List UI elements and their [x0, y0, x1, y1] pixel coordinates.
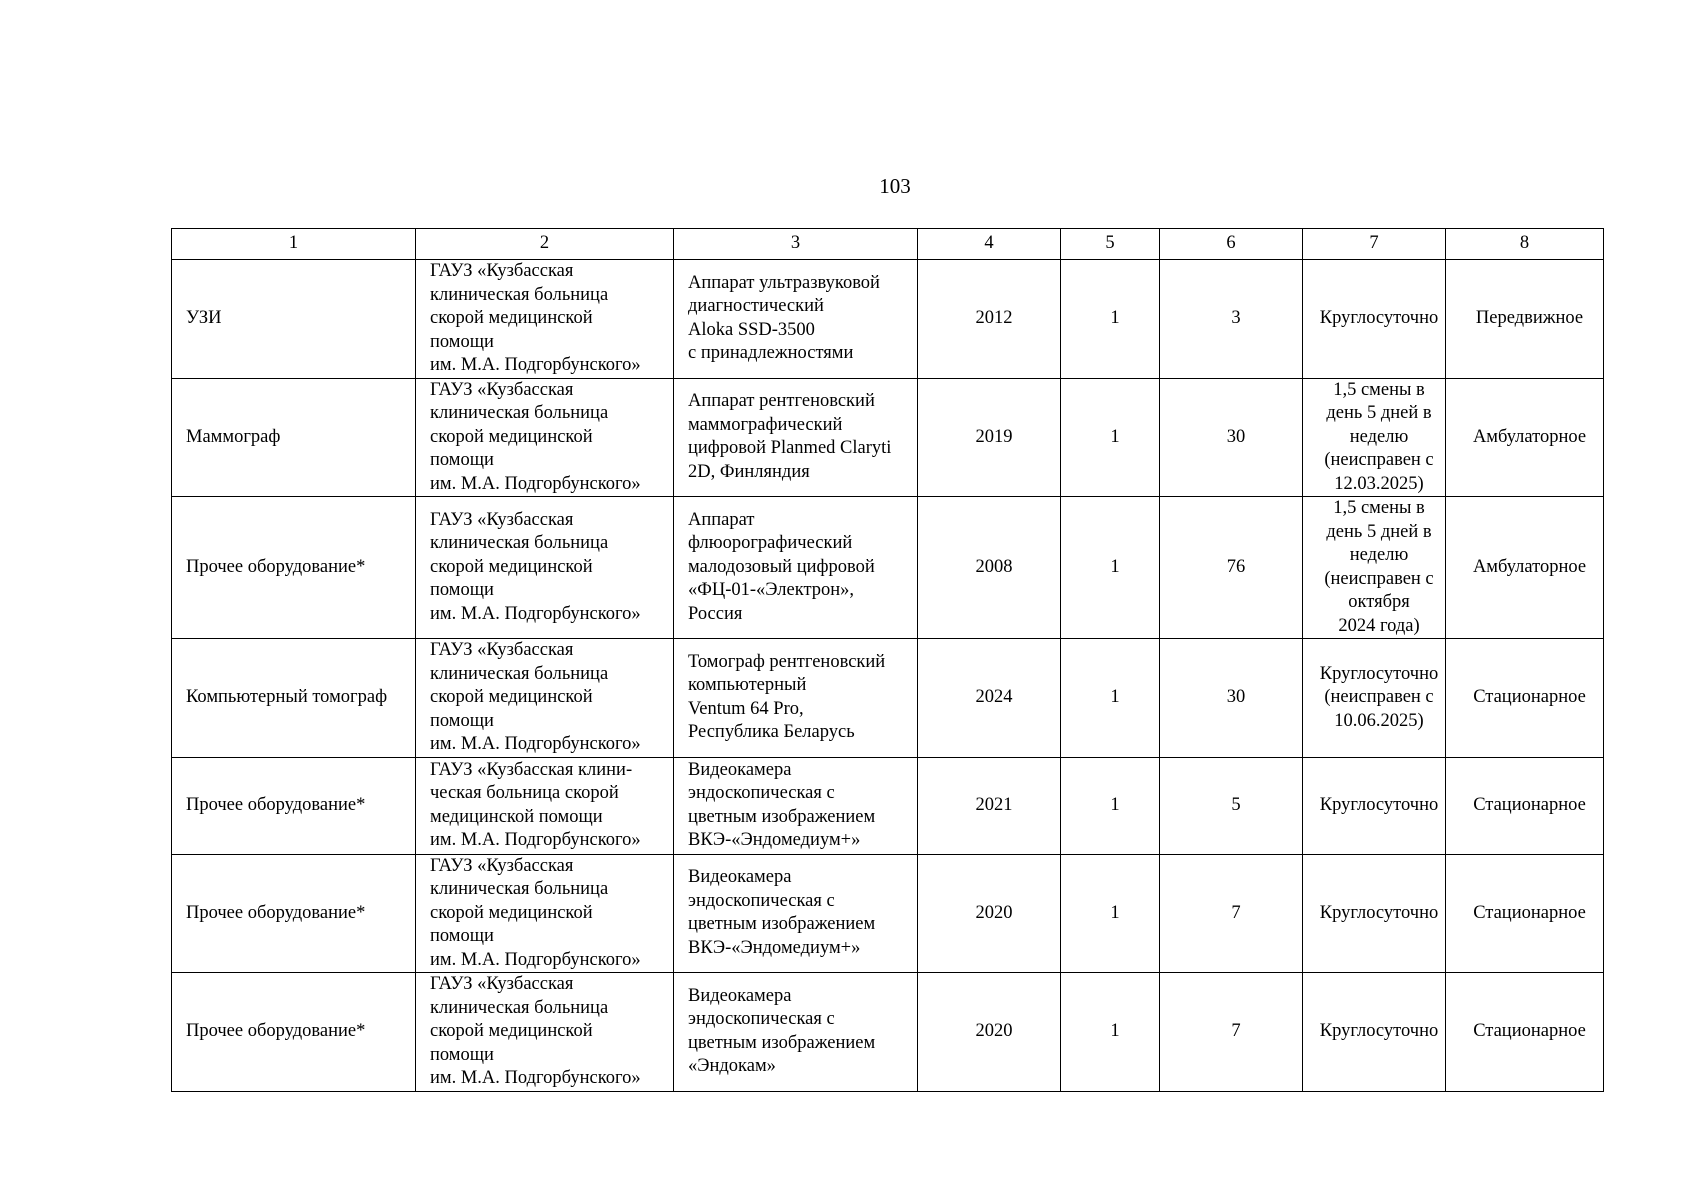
work-mode-text: 1,5 смены в день 5 дней в неделю (неисправен с октября 2024 года)	[1324, 498, 1434, 636]
care-type-cell: Стационарное	[1446, 854, 1604, 973]
page-number: 103	[879, 174, 911, 198]
work-mode-text: Круглосуточно (неисправен с 10.06.2025)	[1319, 663, 1439, 731]
equipment-type-cell: Прочее оборудование*	[172, 497, 416, 639]
column-number-3: 3	[674, 229, 918, 260]
load-cell: 30	[1160, 639, 1303, 758]
device-text: Томограф рентгеновский компьютерный Ventum 64 Pro, Республика Беларусь	[688, 651, 886, 743]
year-cell: 2024	[918, 639, 1061, 758]
year-cell: 2019	[918, 378, 1061, 497]
care-type-cell: Стационарное	[1446, 757, 1604, 854]
table-row	[172, 378, 1604, 497]
care-type-cell: Амбулаторное	[1446, 378, 1604, 497]
table-row	[172, 854, 1604, 973]
load-cell: 76	[1160, 497, 1303, 639]
care-type-cell: Стационарное	[1446, 639, 1604, 758]
year-cell: 2008	[918, 497, 1061, 639]
work-mode-text: Круглосуточно	[1319, 308, 1439, 328]
device-cell	[674, 973, 918, 1092]
work-mode-text: Круглосуточно	[1319, 1021, 1439, 1041]
column-number-4: 4	[918, 229, 1061, 260]
organization-cell	[416, 973, 674, 1092]
year-cell: 2012	[918, 260, 1061, 379]
work-mode-text: 1,5 смены в день 5 дней в неделю (неисправен с 12.03.2025)	[1324, 379, 1434, 494]
column-number-5: 5	[1061, 229, 1160, 260]
column-number-8: 8	[1446, 229, 1604, 260]
organization-text: ГАУЗ «Кузбасская клиническая больница скорой медицинской помощи им. М.А. Подгорбунского»	[430, 640, 641, 754]
care-type-cell: Стационарное	[1446, 973, 1604, 1092]
quantity-cell: 1	[1061, 757, 1160, 854]
work-mode-cell	[1303, 260, 1446, 379]
work-mode-cell	[1303, 854, 1446, 973]
care-type-cell: Амбулаторное	[1446, 497, 1604, 639]
work-mode-cell	[1303, 639, 1446, 758]
column-number-6: 6	[1160, 229, 1303, 260]
equipment-type-cell: Маммограф	[172, 378, 416, 497]
care-type-cell: Передвижное	[1446, 260, 1604, 379]
device-cell	[674, 854, 918, 973]
work-mode-text: Круглосуточно	[1319, 902, 1439, 923]
device-text: Видеокамера эндоскопическая с цветным изображением ВКЭ-«Эндомедиум+»	[688, 759, 876, 850]
organization-text: ГАУЗ «Кузбасская клиническая больница скорой медицинской помощи им. М.А. Подгорбунского»	[430, 509, 641, 624]
device-cell	[674, 260, 918, 379]
device-text: Аппарат рентгеновский маммографический цифровой Planmed Claryti 2D, Финляндия	[688, 391, 892, 482]
equipment-table	[171, 228, 1604, 1092]
organization-cell	[416, 260, 674, 379]
load-cell: 30	[1160, 378, 1303, 497]
quantity-cell: 1	[1061, 639, 1160, 758]
device-cell	[674, 757, 918, 854]
year-cell: 2020	[918, 854, 1061, 973]
equipment-type-cell: УЗИ	[172, 260, 416, 379]
column-number-2: 2	[416, 229, 674, 260]
quantity-cell: 1	[1061, 973, 1160, 1092]
work-mode-cell	[1303, 378, 1446, 497]
organization-cell	[416, 378, 674, 497]
quantity-cell: 1	[1061, 260, 1160, 379]
year-cell: 2021	[918, 757, 1061, 854]
load-cell: 5	[1160, 757, 1303, 854]
work-mode-cell	[1303, 757, 1446, 854]
organization-cell	[416, 497, 674, 639]
organization-cell	[416, 854, 674, 973]
work-mode-cell	[1303, 497, 1446, 639]
load-cell: 3	[1160, 260, 1303, 379]
organization-text: ГАУЗ «Кузбасская клини- ческая больница скорой медицинской помощи им. М.А. Подгорбунского»	[430, 759, 641, 850]
quantity-cell: 1	[1061, 854, 1160, 973]
quantity-cell: 1	[1061, 378, 1160, 497]
work-mode-cell	[1303, 973, 1446, 1092]
work-mode-text: Круглосуточно	[1319, 794, 1439, 815]
organization-cell	[416, 639, 674, 758]
table-row	[172, 260, 1604, 379]
equipment-type-cell: Компьютерный томограф	[172, 639, 416, 758]
device-cell	[674, 497, 918, 639]
organization-text: ГАУЗ «Кузбасская клиническая больница скорой медицинской помощи им. М.А. Подгорбунского»	[430, 974, 641, 1088]
equipment-type-cell: Прочее оборудование*	[172, 854, 416, 973]
column-number-1: 1	[172, 229, 416, 260]
organization-text: ГАУЗ «Кузбасская клиническая больница скорой медицинской помощи им. М.А. Подгорбунского»	[430, 855, 641, 970]
column-number-7: 7	[1303, 229, 1446, 260]
device-text: Видеокамера эндоскопическая с цветным изображением ВКЭ-«Эндомедиум+»	[688, 867, 876, 958]
quantity-cell: 1	[1061, 497, 1160, 639]
table-row	[172, 757, 1604, 854]
organization-text: ГАУЗ «Кузбасская клиническая больница скорой медицинской помощи им. М.А. Подгорбунского»	[430, 379, 641, 494]
organization-cell	[416, 757, 674, 854]
table-row	[172, 497, 1604, 639]
load-cell: 7	[1160, 973, 1303, 1092]
device-cell	[674, 639, 918, 758]
load-cell: 7	[1160, 854, 1303, 973]
equipment-type-cell: Прочее оборудование*	[172, 973, 416, 1092]
table-row	[172, 639, 1604, 758]
device-text: Аппарат флюорографический малодозовый цифровой «ФЦ-01-«Электрон», Россия	[688, 509, 875, 624]
device-text: Видеокамера эндоскопическая с цветным изображением «Эндокам»	[688, 985, 876, 1077]
year-cell: 2020	[918, 973, 1061, 1092]
equipment-type-cell: Прочее оборудование*	[172, 757, 416, 854]
table-row	[172, 973, 1604, 1092]
device-text: Аппарат ультразвуковой диагностический Aloka SSD-3500 с принадлежностями	[688, 272, 880, 364]
organization-text: ГАУЗ «Кузбасская клиническая больница скорой медицинской помощи им. М.А. Подгорбунского»	[430, 261, 641, 375]
table-header-row	[172, 229, 1604, 260]
device-cell	[674, 378, 918, 497]
